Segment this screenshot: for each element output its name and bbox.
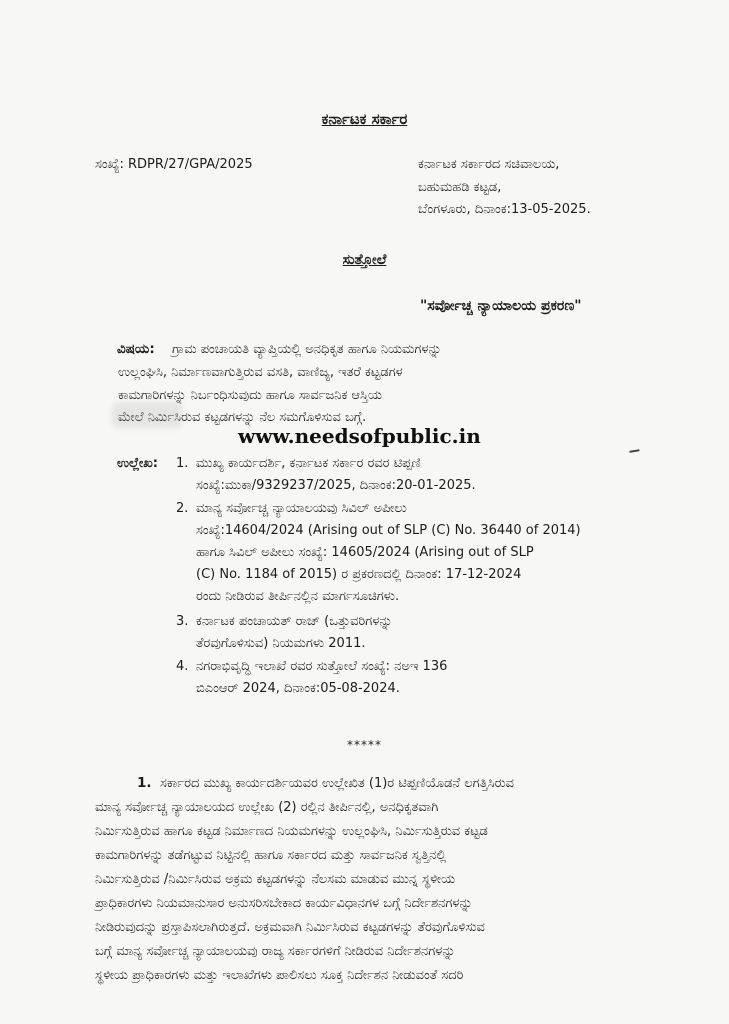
pen-mark [629,449,640,459]
body-line: ಪ್ರಾಧಿಕಾರಗಳು ನಿಯಮಾನುಸಾರ ಅನುಸರಿಸಬೇಕಾದ ಕಾರ್ಯವಿಧಾನಗಳ ಬಗ್ಗೆ ನಿರ್ದೇಶನಗಳನ್ನು [95,896,473,911]
subject-line: ಉಲ್ಲಂಘಿಸಿ, ನಿರ್ಮಾಣವಾಗುತ್ತಿರುವ ವಸತಿ, ವಾಣಿಜ್ಯ, ಇತರೆ ಕಟ್ಟಡಗಳ [118,365,403,380]
separator: ***** [347,738,382,752]
address-line-1: ಕರ್ನಾಟಕ ಸರ್ಕಾರದ ಸಚಿವಾಲಯ, [418,157,560,172]
body-line: ನೀಡಿರುವುದನ್ನು ಪ್ರಸ್ತಾಪಿಸಲಾಗಿರುತ್ತದೆ. ಅಕ್ರಮವಾಗಿ ನಿರ್ಮಿಸಿರುವ ಕಟ್ಟಡಗಳನ್ನು ತೆರವುಗೊಳಿಸುವ [95,920,485,935]
circular-title: ಸುತ್ತೋಲೆ [342,252,387,268]
reference-line: ಮಾನ್ಯ ಸರ್ವೋಚ್ಚ ನ್ಯಾಯಾಲಯವು ಸಿವಿಲ್ ಅಪೀಲು [196,501,407,516]
watermark-url: www.needsofpublic.in [238,424,481,448]
reference-line: ಸಂಖ್ಯೆ:14604/2024 (Arising out of SLP (C) No. 36440 of 2014) [196,523,581,538]
body-line: ನಿರ್ಮಿಸುತ್ತಿರುವ /ನಿರ್ಮಿಸಿರುವ ಅಕ್ರಮ ಕಟ್ಟಡಗಳನ್ನು ನೆಲಸಮ ಮಾಡುವ ಮುನ್ನ ಸ್ಥಳೀಯ [95,872,456,887]
body-line: ಮಾನ್ಯ ಸರ್ವೋಚ್ಚ ನ್ಯಾಯಾಲಯದ ಉಲ್ಲೇಖ (2) ರಲ್ಲಿನ ತೀರ್ಪಿನಲ್ಲಿ, ಅನಧಿಕೃತವಾಗಿ [95,800,439,815]
order-number: ಸಂಖ್ಯೆ: RDPR/27/GPA/2025 [95,157,253,172]
reference-line: ಸಂಖ್ಯೆ:ಮುಕಾ/9329237/2025, ದಿನಾಂಕ:20-01-2025. [196,478,476,493]
references-label: ಉಲ್ಲೇಖ: [117,456,158,471]
address-line-2: ಬಹುಮಹಡಿ ಕಟ್ಟಡ, [418,180,502,195]
subject-line: ಕಾಮಗಾರಿಗಳನ್ನು ನಿರ್ಬಂಧಿಸುವುದು ಹಾಗೂ ಸಾರ್ವಜನಿಕ ಆಸ್ತಿಯ [118,388,382,403]
subject-label: ವಿಷಯ: [117,341,155,357]
body-line: ಸರ್ಕಾರದ ಮುಖ್ಯ ಕಾರ್ಯದರ್ಶಿಯವರ ಉಲ್ಲೇಖಿತ (1)ರ ಟಿಪ್ಪಣಿಯೊಡನೆ ಲಗತ್ತಿಸಿರುವ [160,776,514,791]
reference-line: ರಂದು ನೀಡಿರುವ ತೀರ್ಪಿನಲ್ಲಿನ ಮಾರ್ಗಸೂಚಿಗಳು. [196,589,400,604]
reference-line: ಮುಖ್ಯ ಕಾರ್ಯದರ್ಶಿ, ಕರ್ನಾಟಕ ಸರ್ಕಾರ ರವರ ಟಿಪ್ಪಣಿ [196,456,421,471]
reference-line: ಕರ್ನಾಟಕ ಪಂಚಾಯತ್ ರಾಜ್ (ಒತ್ತುವರಿಗಳನ್ನು [196,614,393,629]
reference-number: 3. [176,614,189,629]
address-line-3-date: ಬೆಂಗಳೂರು, ದಿನಾಂಕ:13-05-2025. [418,202,591,217]
paragraph-number: 1. [137,775,152,791]
reference-number: 4. [176,659,189,674]
body-line: ಕಾಮಗಾರಿಗಳನ್ನು ತಡೆಗಟ್ಟುವ ನಿಟ್ಟಿನಲ್ಲಿ ಹಾಗೂ ಸರ್ಕಾರದ ಮತ್ತು ಸಾರ್ವಜನಿಕ ಸ್ವತ್ತಿನಲ್ಲಿ [95,848,447,863]
reference-line: (C) No. 1184 of 2015) ರ ಪ್ರಕರಣದಲ್ಲಿ ದಿನಾಂಕ: 17-12-2024 [196,567,522,582]
body-line: ನಿರ್ಮಿಸುತ್ತಿರುವ ಹಾಗೂ ಕಟ್ಟಡ ನಿರ್ಮಾಣದ ನಿಯಮಗಳನ್ನು ಉಲ್ಲಂಘಿಸಿ, ನಿರ್ಮಿಸುತ್ತಿರುವ ಕಟ್ಟಡ [95,824,488,839]
page-title: ಕರ್ನಾಟಕ ಸರ್ಕಾರ [321,110,408,128]
reference-line: ತೆರವುಗೊಳಿಸುವ) ನಿಯಮಗಳು 2011. [196,636,366,651]
case-title: "ಸರ್ವೋಚ್ಚ ನ್ಯಾಯಾಲಯ ಪ್ರಕರಣ" [420,298,582,314]
reference-number: 2. [176,501,189,516]
subject-line: ಗ್ರಾಮ ಪಂಚಾಯತಿ ವ್ಯಾಪ್ತಿಯಲ್ಲಿ ಅನಧಿಕೃತ ಹಾಗೂ ನಿಯಮಗಳನ್ನು [172,342,442,357]
scan-smudge [112,402,182,428]
reference-line: ಬಿಎಂಆರ್ 2024, ದಿನಾಂಕ:05-08-2024. [196,681,400,696]
reference-line: ನಗರಾಭಿವೃದ್ಧಿ ಇಲಾಖೆ ರವರ ಸುತ್ತೋಲೆ ಸಂಖ್ಯೆ: ನಅಇ 136 [196,659,448,674]
reference-number: 1. [176,456,189,471]
body-line: ಬಗ್ಗೆ ಮಾನ್ಯ ಸರ್ವೋಚ್ಚ ನ್ಯಾಯಾಲಯವು ರಾಜ್ಯ ಸರ್ಕಾರಗಳಿಗೆ ನೀಡಿರುವ ನಿರ್ದೇಶನಗಳನ್ನು [95,944,456,959]
subject-line: ಮೇಲೆ ನಿರ್ಮಿಸಿರುವ ಕಟ್ಟಡಗಳನ್ನು ನೆಲ ಸಮಗೊಳಿಸುವ ಬಗ್ಗೆ. [118,410,367,425]
body-line: ಸ್ಥಳೀಯ ಪ್ರಾಧಿಕಾರಗಳು ಮತ್ತು ಇಲಾಖೆಗಳು ಪಾಲಿಸಲು ಸೂಕ್ತ ನಿರ್ದೇಶನ ನೀಡುವಂತೆ ಸದರಿ [95,968,464,983]
reference-line: ಹಾಗೂ ಸಿವಿಲ್ ಅಪೀಲು ಸಂಖ್ಯೆ: 14605/2024 (Arising out of SLP [196,545,534,560]
